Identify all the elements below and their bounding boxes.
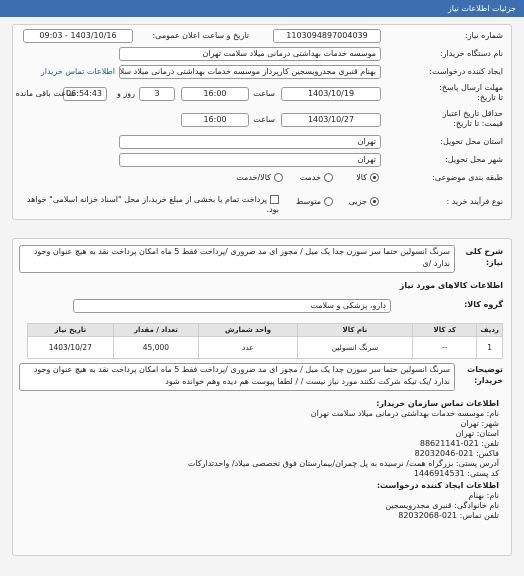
page-header [0, 0, 524, 17]
org-contact-title: اطلاعات تماس سازمان خریدار: [376, 399, 499, 408]
col-date: تاریخ نیاز [28, 324, 114, 337]
description-field: سرنگ انسولین حتما سر سوزن جدا یک میل / مجوز ای مد ضروری /پرداخت فقط 5 ماه امکان پرداخت نقد به هیچ عنوان وجود ندارد /ی [19, 245, 455, 273]
announce-label: تاریخ و ساعت اعلان عمومی: [152, 31, 249, 40]
checkbox-icon[interactable] [270, 195, 279, 204]
category-option-goods[interactable]: کالا [356, 171, 379, 185]
validity-date-field: 1403/10/27 [281, 113, 381, 127]
col-row: ردیف [477, 324, 503, 337]
reply-deadline-label: مهلت ارسال پاسخ: [439, 83, 503, 92]
validity-time-field: 16:00 [181, 113, 249, 127]
description-title-2: نیاز: [485, 258, 503, 267]
province-field: تهران [119, 135, 381, 149]
goods-section-title: اطلاعات کالاهای مورد نیاز [399, 281, 503, 290]
days-field: 3 [139, 87, 175, 101]
creator-first-name: نام: بهنام [468, 491, 499, 500]
goods-table-header [28, 324, 503, 337]
org-address: آدرس پستی: بزرگراه همت/ نرسیده به پل چمران/بیمارستان فوق تخصصی میلاد/ واحدتدارکات [187, 459, 499, 468]
cell-row: 1 [477, 337, 503, 359]
remaining-label: ساعت باقی مانده [15, 89, 75, 98]
need-number-label: شماره نیاز: [465, 31, 503, 40]
org-city: شهر: تهران [460, 419, 499, 428]
payment-treasury-option[interactable]: پرداخت تمام یا بخشی از مبلغ خرید،از محل "اسناد خزانه اسلامی" خواهد بود. [26, 195, 279, 214]
creator-contact-title: اطلاعات ایجاد کننده درخواست: [376, 481, 499, 490]
creator-last-name: نام خانوادگی: قنبری مجدرویسجین [385, 501, 499, 510]
cell-name: سرنگ انسولین [297, 337, 413, 359]
city-label: شهر محل تحویل: [445, 155, 503, 164]
col-code: کد کالا [413, 324, 477, 337]
goods-table [27, 323, 503, 359]
page-title: جزئیات اطلاعات نیاز [447, 4, 516, 13]
buyer-contact-link[interactable]: اطلاعات تماس خریدار [40, 67, 115, 76]
buyer-field: موسسه خدمات بهداشتی درمانی میلاد سلامت تهران [119, 47, 381, 61]
col-qty: تعداد / مقدار [113, 324, 199, 337]
col-name: نام کالا [297, 324, 413, 337]
org-fax: فاکس: 021-82032046 [414, 449, 499, 458]
need-info-panel [12, 24, 512, 220]
org-postal-code: کد پستی: 1446914531 [413, 469, 499, 478]
reply-deadline-label-2: تا تاریخ: [477, 93, 503, 102]
radio-icon[interactable] [274, 173, 283, 182]
radio-icon[interactable] [324, 173, 333, 182]
goods-group-label: گروه کالا: [464, 300, 503, 309]
description-panel [12, 238, 512, 556]
validity-time-label: ساعت [253, 115, 275, 124]
radio-icon[interactable] [324, 197, 333, 206]
process-label: نوع فرآیند خرید : [446, 197, 503, 206]
reply-time-label: ساعت [253, 89, 275, 98]
description-title: شرح کلی [465, 247, 503, 256]
radio-selected-icon[interactable] [370, 173, 379, 182]
col-unit: واحد شمارش [199, 324, 297, 337]
goods-group-field: دارو، پزشکی و سلامت [73, 299, 391, 313]
city-field: تهران [119, 153, 381, 167]
process-option-medium[interactable]: متوسط [296, 195, 333, 209]
buyer-notes-field: سرنگ انسولین حتما سر سوزن جدا یک میل / مجوز ای مد ضروری /پرداخت فقط 5 ماه امکان پرداخت نقد به هیچ عنوان وجود ندارد /یک تیکه شرکت نکنند مورد نیاز نیست / / لطفا پیوست هم دیده وهم خوانده شود [19, 363, 455, 391]
reply-time-field: 16:00 [181, 87, 249, 101]
reply-date-field: 1403/10/19 [281, 87, 381, 101]
announce-field: 1403/10/16 - 09:03 [23, 29, 133, 43]
org-name: نام: موسسه خدمات بهداشتی درمانی میلاد سلامت تهران [310, 409, 499, 418]
category-option-service[interactable]: خدمت [300, 171, 333, 185]
buyer-notes-label: توضیحات [467, 365, 503, 374]
cell-qty: 45,000 [113, 337, 199, 359]
creator-label: ایجاد کننده درخواست: [429, 67, 503, 76]
buyer-notes-label-2: خریدار: [474, 376, 503, 385]
category-label: طبقه بندی موضوعی: [432, 173, 503, 182]
category-option-both[interactable]: کالا/خدمت [236, 171, 283, 185]
need-number-field: 1103094897004039 [273, 29, 381, 43]
cell-date: 1403/10/27 [28, 337, 114, 359]
process-option-minor[interactable]: جزیی [349, 195, 379, 209]
org-province: استان: تهران [455, 429, 499, 438]
validity-label-2: قیمت: تا تاریخ: [453, 119, 503, 128]
cell-code: -- [413, 337, 477, 359]
radio-selected-icon[interactable] [370, 197, 379, 206]
buyer-label: نام دستگاه خریدار: [440, 49, 503, 58]
creator-phone: تلفن تماس: 021-82032068 [398, 511, 499, 520]
validity-label: حداقل تاریخ اعتبار [442, 109, 503, 118]
creator-field: بهنام قنبری مجدرویسجین کارپرداز موسسه خدمات بهداشتی درمانی میلاد سلا [119, 65, 381, 79]
remaining-time-field: 06:54:43 [63, 87, 107, 101]
cell-unit: عدد [199, 337, 297, 359]
table-row [28, 337, 503, 359]
days-label: روز و [117, 89, 135, 98]
org-phone: تلفن: 021-88621141 [419, 439, 499, 448]
province-label: استان محل تحویل: [440, 137, 503, 146]
